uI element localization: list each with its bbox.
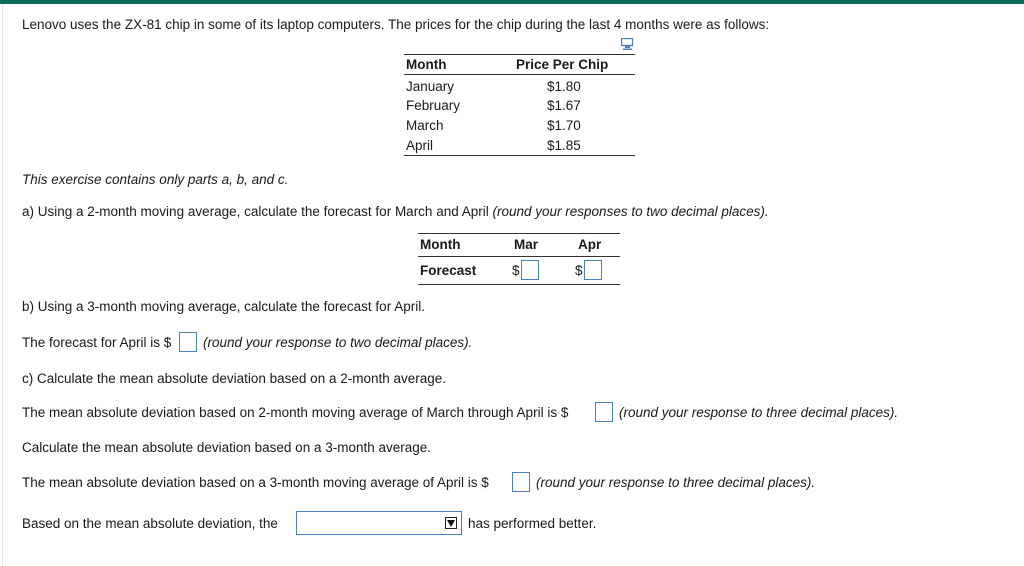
part-c-question-2: Calculate the mean absolute deviation based on a 3-month average. [22, 440, 432, 455]
forecast-header-mar: Mar [514, 237, 539, 252]
table-row-month: March [406, 118, 444, 133]
part-a-text: a) Using a 2-month moving average, calculate the forecast for March and April [22, 204, 489, 219]
forecast-header-month: Month [420, 237, 461, 252]
forecast-header-apr: Apr [578, 237, 602, 252]
forecast-row-label: Forecast [420, 263, 477, 278]
forecast-table-top-rule [418, 233, 620, 234]
triangle-down-icon[interactable] [442, 513, 460, 533]
table-bottom-rule [404, 155, 635, 156]
price-table-header-month: Month [406, 57, 447, 72]
table-row-month: February [406, 98, 461, 113]
part-b-answer-prefix: The forecast for April is $ [22, 335, 172, 350]
mad3-input[interactable] [512, 472, 530, 492]
dollar-sign: $ [575, 263, 583, 278]
part-a-hint: (round your responses to two decimal places). [492, 204, 769, 219]
method-select[interactable] [296, 511, 462, 535]
mad3-prefix: The mean absolute deviation based on a 3-month moving average of April is $ [22, 475, 489, 490]
dollar-sign: $ [512, 263, 520, 278]
forecast-mar-input[interactable] [521, 260, 539, 280]
table-row-month: January [406, 79, 455, 94]
forecast-table-header-rule [418, 256, 620, 257]
table-row-price: $1.85 [547, 138, 581, 153]
compare-prefix: Based on the mean absolute deviation, the [22, 516, 278, 531]
question-intro: Lenovo uses the ZX-81 chip in some of its laptop computers. The prices for the chip during the last 4 months were as follows: [22, 17, 770, 32]
top-accent-bar [0, 0, 1024, 4]
scope-note: This exercise contains only parts a, b, and c. [22, 172, 289, 187]
part-b-hint: (round your response to two decimal places). [203, 335, 473, 350]
table-row-price: $1.70 [547, 118, 581, 133]
table-row-price: $1.80 [547, 79, 581, 94]
price-table-header-price: Price Per Chip [516, 57, 609, 72]
left-divider [2, 4, 3, 566]
table-row-price: $1.67 [547, 98, 581, 113]
table-header-rule [404, 74, 635, 75]
table-row-month: April [406, 138, 434, 153]
forecast-april-3month-input[interactable] [179, 332, 197, 352]
mad2-prefix: The mean absolute deviation based on 2-month moving average of March through April is $ [22, 405, 569, 420]
copy-data-icon[interactable] [621, 38, 635, 51]
mad2-hint: (round your response to three decimal places). [619, 405, 899, 420]
forecast-table-bottom-rule [418, 284, 620, 285]
compare-suffix: has performed better. [468, 516, 597, 531]
part-b-question: b) Using a 3-month moving average, calculate the forecast for April. [22, 299, 425, 314]
table-top-rule [404, 54, 635, 55]
part-c-question: c) Calculate the mean absolute deviation based on a 2-month average. [22, 371, 447, 386]
part-a-question [22, 204, 769, 219]
mad3-hint: (round your response to three decimal places). [536, 475, 816, 490]
mad2-input[interactable] [595, 402, 613, 422]
forecast-apr-input[interactable] [584, 260, 602, 280]
